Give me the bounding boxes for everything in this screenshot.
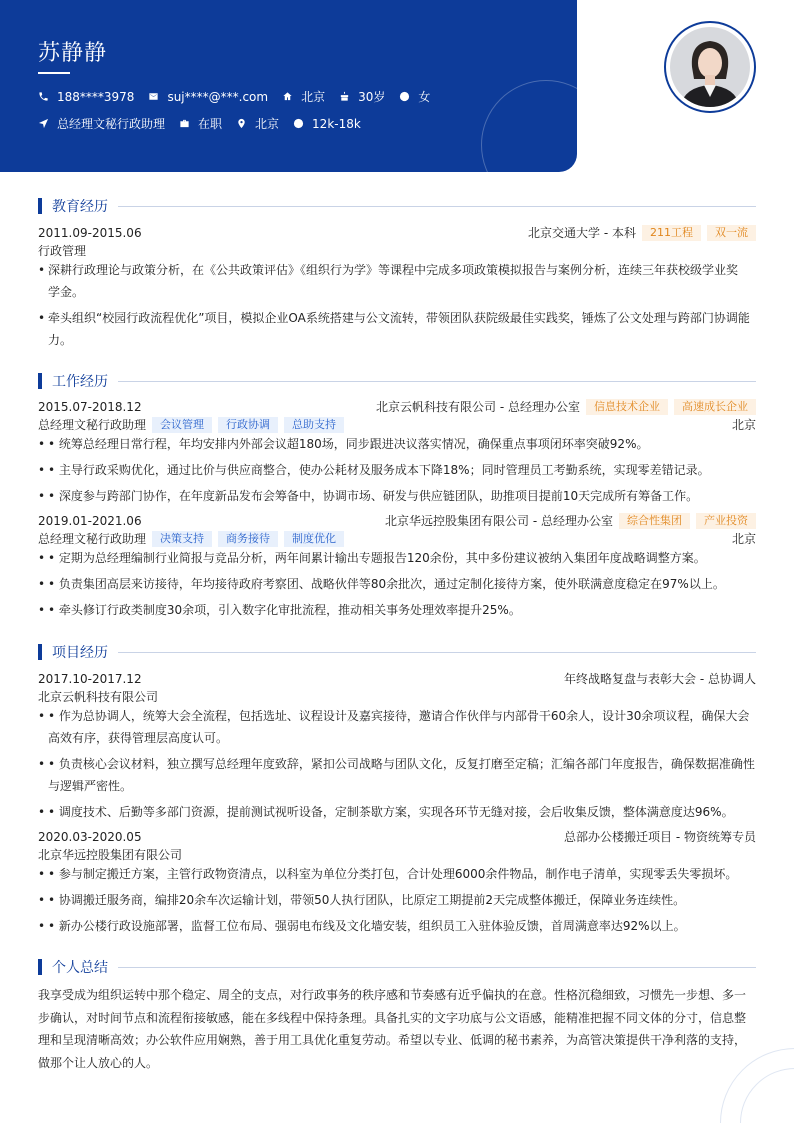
decorative-ring [481,80,577,172]
summary-line: 做那个让人放心的人。 [38,1055,159,1070]
project-bullet: • • 参与制定搬迁方案，主管行政物资清点，以科室为单位分类打包，合计处理6000余件物品，制作电子清单，实现零丢失零损坏。 [38,863,756,885]
section-work [38,371,756,391]
work-bullet: • • 定期为总经理编制行业简报与竞品分析，两年间累计输出专题报告120余份，其中多份建议被纳入集团年度战略调整方案。 [38,547,756,569]
job-city-item [236,115,279,132]
section-rule [118,381,756,382]
work-bullet: • • 负责集团高层来访接待，年均接待政府考察团、战略伙伴等80余批次，通过定制化接待方案，使外联满意度稳定在97%以上。 [38,573,756,595]
cake-icon [339,91,350,102]
contact-row [38,88,444,105]
project-company-row [38,688,756,705]
summary-line: 步确认，对时间节点和流程衔接敏感，能在多线程中保持条理。具备扎实的文字功底与公文语感，能精准把握不同文体的分寸，信息整 [38,1010,747,1025]
job-intent-row [38,115,375,132]
section-rule [118,206,756,207]
gender-item [399,88,430,105]
project-title: 年终战略复盘与表彰大会 - 总协调人 [564,672,756,686]
work-role-row [38,530,756,547]
summary-line: 我享受成为组织运转中那个稳定、周全的支点，对行政事务的秩序感和节奏感有近乎偏执的在意。性格沉稳细致，习惯先一步想、多一 [38,988,747,1002]
company-tag: 信息技术企业 [586,399,668,415]
edu-major-row [38,242,756,259]
job-target-text: 总经理文秘行政助理 [57,117,166,131]
status-text: 在职 [198,117,223,131]
bullet-line: • • 负责核心会议材料，独立撰写总经理年度致辞，紧扣公司战略与团队文化，反复打磨至定稿；汇编各部门年度报告，确保数据准确性 [48,757,755,771]
skill-tag: 行政协调 [218,417,278,433]
project-bullet: • • 调度技术、后勤等多部门资源，提前测试视听设备，定制茶歇方案，实现各环节无缝对接，会后收集反馈，整体满意度达96%。 [38,801,756,823]
salary-text: 12k-18k [312,116,361,131]
section-title-education: 教育经历 [52,199,108,215]
age-item [339,88,385,105]
candidate-name: 苏静静 [38,41,108,66]
bullet-line: 与逻辑严密性。 [48,779,133,793]
project-bullet: • • 协调搬迁服务商，编排20余车次运输计划，带领50人执行团队，比原定工期提前2天完成整体搬迁，保障业务连续性。 [38,889,756,911]
age-text: 30岁 [358,90,386,104]
section-education [38,196,756,216]
portrait-image [670,27,750,107]
project-header-row [38,828,756,845]
edu-date: 2011.09-2015.06 [38,225,142,240]
section-rule [118,967,756,968]
section-bar [38,373,42,389]
project-date: 2017.10-2017.12 [38,671,142,686]
work-city: 北京 [731,418,756,432]
bullet-line: 高效有序，获得管理层高度认可。 [48,731,229,745]
section-bar [38,959,42,975]
section-rule [118,652,756,653]
name-underline [38,72,70,74]
bullet-line: • 牵头组织“校园行政流程优化”项目，模拟企业OA系统搭建与公文流转，带领团队获院级最佳实践奖，锤炼了公文处理与跨部门协调能 [48,311,750,325]
edu-school: 北京交通大学 - 本科 [528,226,636,240]
project-title: 总部办公楼搬迁项目 - 物资统筹专员 [564,830,756,844]
skill-tag: 决策支持 [152,531,212,547]
email-text: suj****@***.com [167,89,269,104]
project-bullet [38,705,756,749]
salary-item [293,117,361,131]
work-header-row [38,398,756,415]
city-item [282,88,325,105]
work-company: 北京华远控股集团有限公司 - 总经理办公室 [385,514,613,528]
section-title-summary: 个人总结 [52,960,108,976]
money-icon [293,118,304,129]
bullet-line: 力。 [48,333,73,347]
work-bullet: • • 统筹总经理日常行程，年均安排内外部会议超180场，同步跟进决议落实情况，确保重点事项闭环率突破92%。 [38,433,756,455]
section-project [38,642,756,662]
project-company: 北京云帆科技有限公司 [38,690,159,704]
project-company: 北京华远控股集团有限公司 [38,848,183,862]
edu-header-row [38,224,756,241]
work-bullet: • • 牵头修订行政类制度30余项，引入数字化审批流程，推动相关事务处理效率提升25%。 [38,599,756,621]
location-icon [236,118,247,129]
bullet-line: 学金。 [48,285,85,299]
gender-icon [399,91,410,102]
email-item [148,90,268,104]
bullet-line: • 深耕行政理论与政策分析，在《公共政策评估》《组织行为学》等课程中完成多项政策模拟报告与案例分析，连续三年获校级学业奖 [48,263,739,277]
phone-item [38,90,134,104]
city-text: 北京 [301,90,326,104]
edu-bullet [38,259,756,303]
job-city-text: 北京 [255,117,280,131]
work-date: 2019.01-2021.06 [38,513,142,528]
edu-major: 行政管理 [38,244,87,258]
section-bar [38,198,42,214]
skill-tag: 商务接待 [218,531,278,547]
project-company-row [38,846,756,863]
briefcase-icon [179,118,190,129]
phone-icon [38,91,49,102]
bullet-line: • • 作为总协调人，统筹大会全流程，包括选址、议程设计及嘉宾接待，邀请合作伙伴与内部骨干60余人，设计30余项议程，确保大会 [48,709,750,723]
section-summary [38,957,756,977]
work-date: 2015.07-2018.12 [38,399,142,414]
edu-tag: 211工程 [642,225,701,241]
project-bullet [38,753,756,797]
work-role: 总经理文秘行政助理 [38,418,147,432]
work-bullet: • • 主导行政采购优化，通过比价与供应商整合，使办公耗材及服务成本下降18%；同时管理员工考勤系统，实现零差错记录。 [38,459,756,481]
skill-tag: 总助支持 [284,417,344,433]
company-tag: 高速成长企业 [674,399,756,415]
section-bar [38,644,42,660]
home-icon [282,91,293,102]
summary-line: 理和呈现清晰高效；办公软件应用娴熟，善于用工具优化重复劳动。希望以专业、低调的秘书素养，为高管决策提供干净利落的支持， [38,1033,747,1047]
gender-text: 女 [418,90,431,104]
project-date: 2020.03-2020.05 [38,829,142,844]
work-city: 北京 [731,532,756,546]
company-tag: 产业投资 [696,513,756,529]
job-target-item [38,115,165,132]
project-bullet: • • 新办公楼行政设施部署，监督工位布局、强弱电布线及文化墙安装，组织员工入驻体验反馈，首周满意率达92%以上。 [38,915,756,937]
skill-tag: 会议管理 [152,417,212,433]
section-title-project: 项目经历 [52,645,108,661]
profile-photo [664,21,756,113]
work-bullet: • • 深度参与跨部门协作，在年度新品发布会筹备中，协调市场、研发与供应链团队，助推项目提前10天完成所有筹备工作。 [38,485,756,507]
summary-text [38,984,756,1074]
mail-icon [148,91,159,102]
project-header-row [38,670,756,687]
work-role-row [38,416,756,433]
phone-text: 188****3978 [57,89,135,104]
work-header-row [38,512,756,529]
send-icon [38,118,49,129]
skill-tag: 制度优化 [284,531,344,547]
work-role: 总经理文秘行政助理 [38,532,147,546]
edu-bullet [38,307,756,351]
section-title-work: 工作经历 [52,374,108,390]
company-tag: 综合性集团 [619,513,690,529]
work-company: 北京云帆科技有限公司 - 总经理办公室 [376,400,580,414]
status-item [179,115,222,132]
header-banner [0,0,577,172]
edu-tag: 双一流 [707,225,756,241]
